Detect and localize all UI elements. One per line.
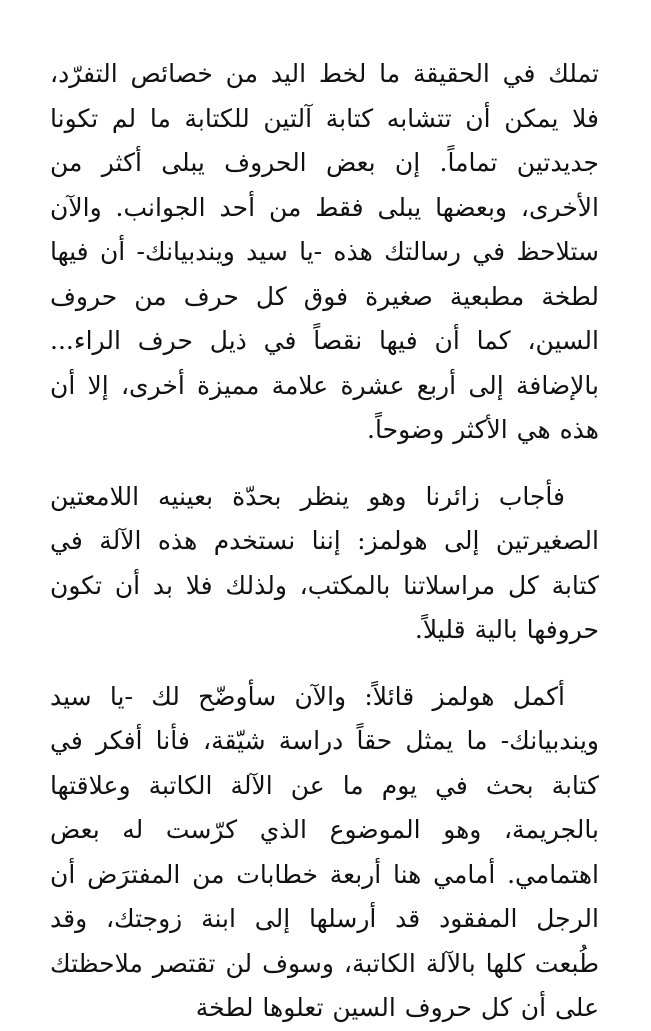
- paragraph-1: تملك في الحقيقة ما لخط اليد من خصائص التفرّد، فلا يمكن أن تتشابه كتابة آلتين للكتابة ما لم تكونا جديدتين تماماً. إن بعض الحروف يبلى أكثر من الأخرى، وبعضها يبلى فقط من أحد الجوانب. والآن ستلاحظ في رسالتك هذه -يا سيد ويندبيانك- أن فيها لطخة مطبعية صغيرة فوق كل حرف من حروف السين، كما أن فيها نقصاً في ذيل حرف الراء... بالإضافة إلى أربع عشرة علامة مميزة أخرى، إلا أن هذه هي الأكثر وضوحاً.: [50, 59, 599, 444]
- paragraph-3: أكمل هولمز قائلاً: والآن سأوضّح لك -يا سيد ويندبيانك- ما يمثل حقاً دراسة شيّقة، فأنا أفكر في كتابة بحث في يوم ما عن الآلة الكاتبة وعلاقتها بالجريمة، وهو الموضوع الذي كرّست له بعض اهتمامي. أمامي هنا أربعة خطابات من المفترَض أن الرجل المفقود قد أرسلها إلى ابنة زوجتك، وقد طُبعت كلها بالآلة الكاتبة، وسوف لن تقتصر ملاحظتك على أن كل حروف السين تعلوها لطخة: [50, 681, 599, 1022]
- document-page: [50, 52, 599, 1022]
- paragraph-2: فأجاب زائرنا وهو ينظر بحدّة بعينيه اللامعتين الصغيرتين إلى هولمز: إننا نستخدم هذه الآلة في كتابة كل مراسلاتنا بالمكتب، ولذلك فلا بد أن تكون حروفها بالية قليلاً.: [50, 481, 599, 644]
